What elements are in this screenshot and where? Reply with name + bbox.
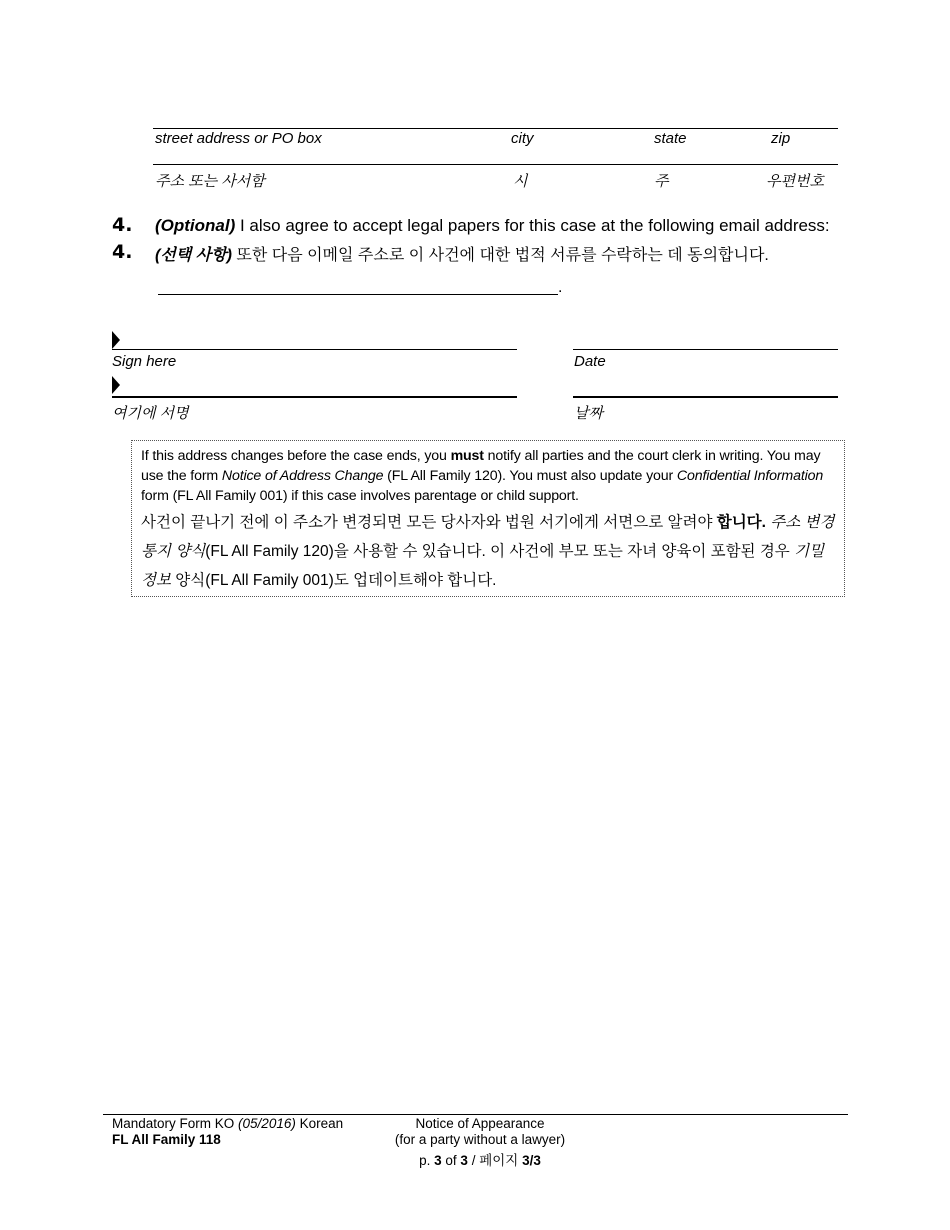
optional-label: (Optional) [155,216,236,235]
signature-line-ko[interactable] [112,396,517,398]
optional-label-ko: (선택 사항) [155,247,232,264]
notice-korean: 사건이 끝나기 전에 이 주소가 변경되면 모든 당사자와 법원 서기에게 서면으로 알려야 합니다. 주소 변경 통지 양식(FL All Family 120)을 사용할 수 있습니다. 이 사건에 부모 또는 자녀 양육이 포함된 경우 기밀 정보 양식(FL All Family 001)도 업데이트해야 합니다. [141,514,835,589]
item-4-number-ko: 4. [112,241,133,263]
footer-rule [103,1114,848,1115]
sign-here-label: Sign here [112,353,177,370]
item-4-english [155,216,830,236]
email-field[interactable] [158,276,558,295]
date-label: Date [574,353,606,370]
form-subtitle: (for a party without a lawyer) [394,1132,566,1147]
footer-left: Mandatory Form KO (05/2016) Korean FL All Family 118 [112,1116,344,1147]
item-4-number: 4. [112,214,133,236]
address-change-notice [131,440,845,597]
street-label-ko: 주소 또는 사서함 [155,173,265,190]
date-line-ko[interactable] [573,396,838,398]
zip-label-ko: 우편번호 [766,173,824,190]
item-4-korean [155,242,769,265]
item-4-english-text: I also agree to accept legal papers for this case at the following email address: [235,216,830,235]
footer-center [330,1116,630,1169]
form-title: Notice of Appearance [415,1116,545,1131]
zip-label: zip [771,130,791,147]
city-label-ko: 시 [513,173,528,190]
date-label-ko: 날짜 [574,405,603,422]
date-line[interactable] [573,349,838,350]
state-label-ko: 주 [654,173,669,190]
sign-arrow-icon-ko [112,376,120,394]
item-4-korean-text: 또한 다음 이메일 주소로 이 사건에 대한 법적 서류를 수락하는 데 동의합니다. [231,247,769,264]
signature-line[interactable] [112,349,517,350]
email-period: . [558,279,563,296]
sign-here-label-ko: 여기에 서명 [112,405,189,422]
sign-arrow-icon [112,331,120,349]
page-number: p. 3 of 3 / 페이지 3/3 [419,1153,541,1168]
address-line-top [153,128,838,129]
state-label: state [654,130,687,147]
city-label: city [511,130,534,147]
notice-english: If this address changes before the case ends, you must notify all parties and the court clerk in writing. You may use the form Notice of Address Change (FL All Family 120). You must also update your Confidential Information form (FL All Family 001) if this case involves parentage or child support. [141,448,824,504]
form-id: FL All Family 118 [112,1132,221,1147]
address-line-bottom [153,164,838,165]
street-label: street address or PO box [155,130,322,147]
